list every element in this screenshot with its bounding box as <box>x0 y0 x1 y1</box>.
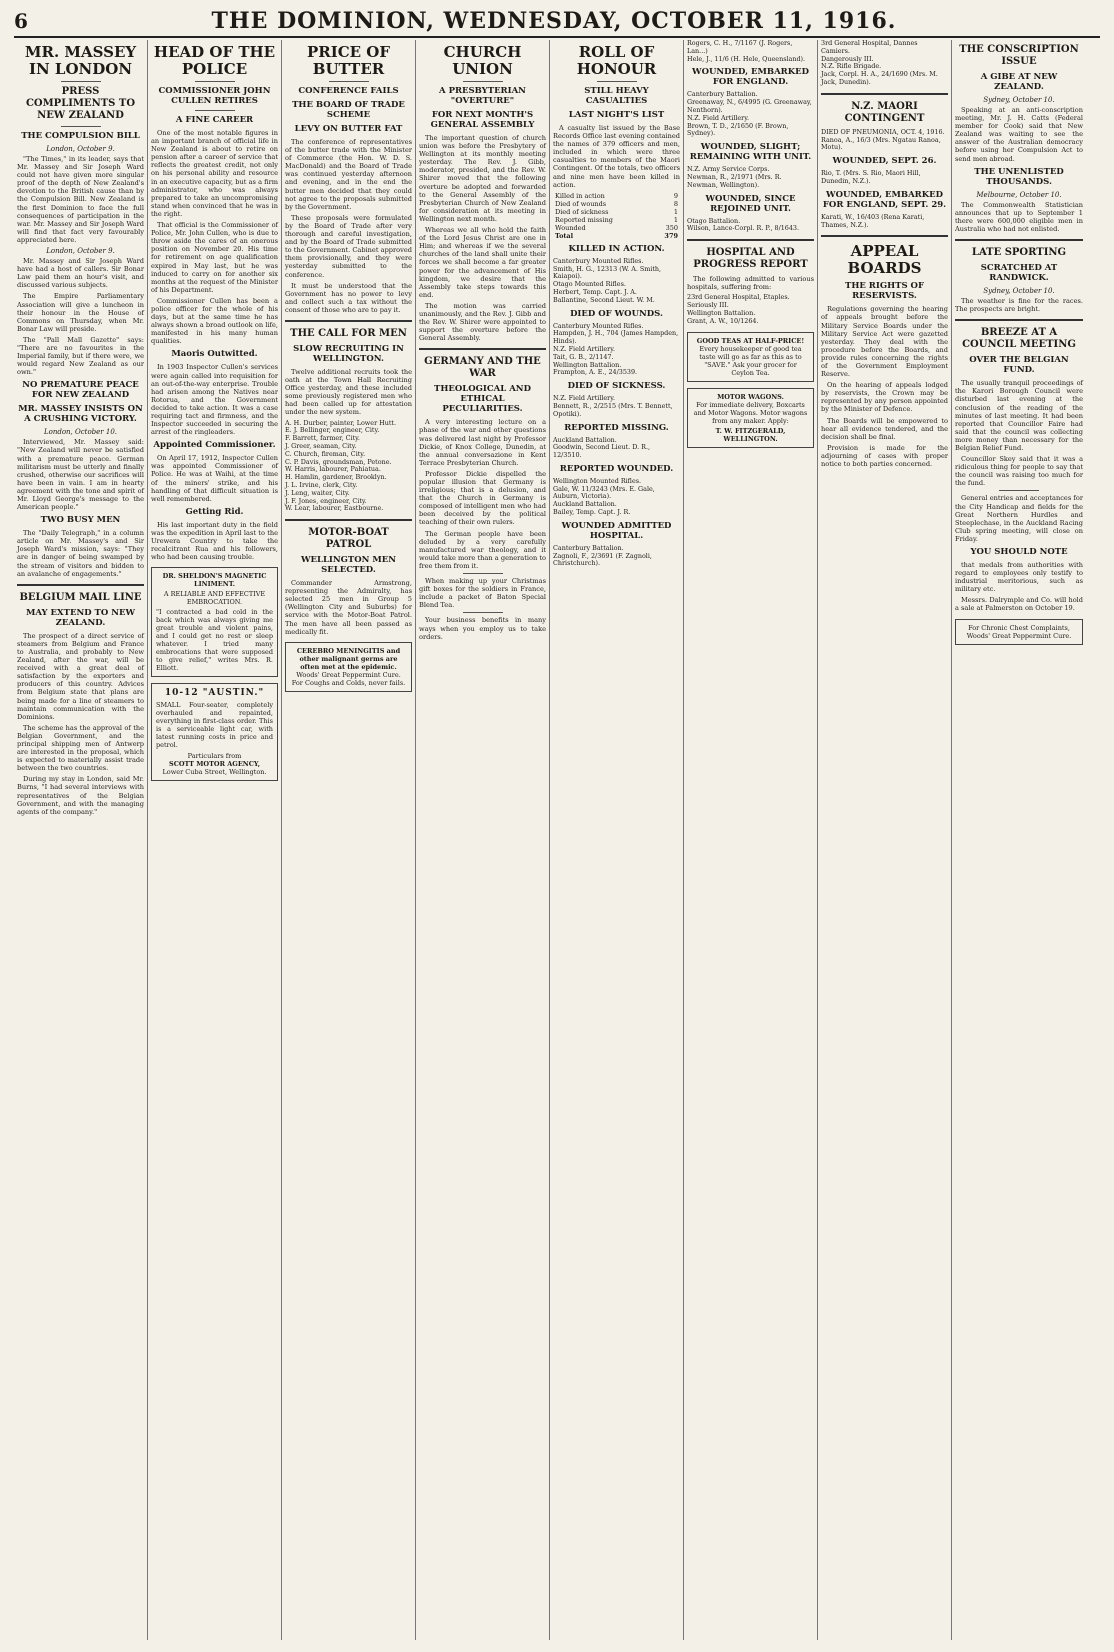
subhead-theological: THEOLOGICAL AND ETHICAL PECULIARITIES. <box>434 384 531 415</box>
list-item: Rio, T. (Mrs. S. Rio, Maori Hill, Dunedin, N.Z.). <box>821 169 921 185</box>
article-text: Councillor Skey said that it was a ridiculous thing for people to say that the council was raising too much for the fund. <box>955 455 1083 488</box>
ad-title: CEREBRO MENINGITIS and other malignant germs are often met at the epidemic. <box>296 646 401 671</box>
list-item: J. Leng, waiter, City. <box>285 488 350 497</box>
table-row: Reported missing 1 <box>555 215 678 224</box>
subhead-died-sickness: DIED OF SICKNESS. <box>567 381 666 392</box>
column-8 <box>952 40 1086 1640</box>
article-text: The Commonwealth Statistician announces that up to September 1 there were 600,000 eligible men in Australia who had not enlisted. <box>955 200 1083 233</box>
casualty-list <box>687 218 814 234</box>
article-text: Commissioner Cullen has been a police officer for the whole of his days, but at the same time he has always shown a broad outlook on life, manifested in his many human qualities. <box>151 296 278 346</box>
article-text: The weather is fine for the races. The prospects are bright. <box>955 297 1083 314</box>
column-6 <box>684 40 818 1640</box>
article-text: Interviewed, Mr. Massey said: "New Zealand will never be satisfied with a premature peace. German militarism must be utterly and finally crushed, otherwise our sacrifices will have been in vain. I am in hearty agreement with the tone and spirit of Mr. Lloyd George's message to the American people." <box>17 438 144 512</box>
casualty-list <box>553 478 680 517</box>
section-divider <box>955 239 1083 241</box>
list-item: Jack, Corpl. H. A., 24/1690 (Mrs. M. Jack, Dunedin). <box>821 70 938 86</box>
masthead <box>14 8 1100 38</box>
ad-text: Woods' Great Peppermint Cure. For Coughs and Colds, never fails. <box>291 670 406 687</box>
article-text: The following admitted to various hospitals, suffering from: <box>687 275 814 292</box>
subhead-career: A FINE CAREER <box>175 115 254 125</box>
article-text: The prospect of a direct service of steamers from Belgium and France to Australia, and probably to New Zealand, after the war, will be received with a great deal of satisfaction by the exporters and producers of this country. Advices from Belgium state that plans are being made for a line of steamers to maintain communication with the Dominions. <box>17 631 144 721</box>
section-divider <box>285 519 412 521</box>
article-text: "The Times," in its leader, says that Mr. Massey and Sir Joseph Ward could not have given more singular proof of the depth of New Zealand's devotion to the British cause than by the Compulsion Bill. New Zealand is the first Dominion to face the full consequences of participation in the war. Mr. Massey and Sir Joseph Ward will find that fact very favourably appreciated here. <box>17 155 144 244</box>
subhead-assembly: FOR NEXT MONTH'S GENERAL ASSEMBLY <box>430 110 535 130</box>
list-item: N.Z. Field Artillery. <box>553 394 616 403</box>
casualty-list <box>821 214 948 230</box>
column-3 <box>282 40 416 1640</box>
divider <box>999 490 1039 491</box>
article-text: The "Pall Mall Gazette" says: "There are no favourites in the Imperial family, but if there were, we would regard New Zealand as our own." <box>17 335 144 377</box>
list-item: Canterbury Mounted Rifles. <box>553 256 644 265</box>
ad-title: DR. SHELDON'S MAGNETIC LINIMENT. <box>162 572 267 589</box>
article-text: Professor Dickie dispelled the popular illusion that Germany is irreligious; that is a delusion, and that the Church in Germany is composed of intelligent men who had been deceived by the political teaching of their own rulers. <box>419 469 546 527</box>
headline-police: HEAD OF THE POLICE <box>153 43 276 78</box>
subhead-crushing: MR. MASSEY INSISTS ON A CRUSHING VICTORY. <box>18 404 143 425</box>
article-text: Commander Armstrong, representing the Admiralty, has selected 25 men in Group 5 (Wellington City and Suburbs) for service with the Motor-Boat Patrol. The men have all been passed as medically fit. <box>285 579 412 636</box>
list-item: N.Z. Field Artillery. <box>687 113 750 122</box>
list-item: N.Z. Army Service Corps. <box>687 165 770 174</box>
ad-title: MOTOR WAGONS. <box>717 392 784 401</box>
divider <box>463 573 503 574</box>
list-item: Newman, R., 2/1971 (Mrs. R. Newman, Wellington). <box>687 172 782 189</box>
list-item: E. J. Bellinger, engineer, City. <box>285 426 380 435</box>
headline-belgium: BELGIUM MAIL LINE <box>19 591 142 603</box>
article-text: On the hearing of appeals lodged by reservists, the Crown may be represented by any person appointed by the Minister of Defence. <box>821 381 948 414</box>
advert-motor-wagons <box>687 388 814 448</box>
list-item: Karati, W., 16/403 (Rena Karati, Thames, N.Z.). <box>821 212 925 229</box>
list-item: Smith, H. G., 12313 (W. A. Smith, Kaiapoi). <box>553 264 662 281</box>
article-text: On April 17, 1912, Inspector Cullen was appointed Commissioner of Police. He was at Waihi, at the time of the miners' strike, and his handling of that difficult situation is well remembered. <box>151 454 278 503</box>
headline-massey: MR. MASSEY IN LONDON <box>24 43 137 78</box>
article-text: Twelve additional recruits took the oath at the Town Hall Recruiting Office yesterday, and these included some previously registered men who had been called up for attestation under the new system. <box>285 367 412 417</box>
list-item: A. H. Durber, painter, Lower Hutt. <box>285 418 397 427</box>
list-item: W. Lear, labourer, Eastbourne. <box>285 504 384 513</box>
article-text: When making up your Christmas gift boxes for the soldiers in France, include a packet of Baton Special Blend Tea. <box>419 577 546 610</box>
headline-call-for-men: THE CALL FOR MEN <box>290 327 407 339</box>
divider <box>195 81 235 82</box>
divider <box>463 81 503 82</box>
article-text: His last important duty in the field was the expedition in April last to the Urewera Country to take the recalcitrant Rua and his followers, who had been causing trouble. <box>151 520 278 562</box>
masthead-title: THE DOMINION, WEDNESDAY, OCTOBER 11, 1916. <box>211 8 897 34</box>
hospital-list <box>687 294 814 325</box>
article-text: The important question of church union was before the Presbytery of Wellington at its monthly meeting yesterday. The Rev. J. Gibb, moderator, presided, and the Rev. W. Shirer moved that the following overture be adopted and forwarded to the General Assembly of the Presbyterian Church of New Zealand for consideration at its meeting in Wellington next month. <box>419 134 546 223</box>
list-item: Brown, T. D., 2/1650 (F. Brown, Sydney). <box>687 121 789 138</box>
list-item: Frampton, A. E., 24/3539. <box>553 368 638 377</box>
subhead-unenlisted: THE UNENLISTED THOUSANDS. <box>974 166 1064 187</box>
casualty-table <box>553 192 680 240</box>
divider <box>463 612 503 613</box>
list-item: Wellington Battalion. <box>687 308 756 317</box>
list-item: Herbert, Temp. Capt. J. A. <box>553 287 637 296</box>
headline-appeal-boards: APPEAL BOARDS <box>847 242 922 278</box>
list-item: C. P. Davis, groundsman, Petone. <box>285 457 392 466</box>
article-text: One of the most notable figures in an important branch of official life in New Zealand is about to retire on pension after a career of service that reflects the greatest credit, not only on his personal ability and resource in an executive capacity, but as a firm administrator, who was always prepared to take an uncompromising stand when convinced that he was in the right. <box>151 129 278 218</box>
columns <box>14 40 1100 1640</box>
list-item: Tait, G. B., 2/1147. <box>553 352 614 361</box>
section-divider <box>419 348 546 350</box>
list-item: F. Barrett, farmer, City. <box>285 434 360 443</box>
recruit-list <box>285 420 412 514</box>
section-divider <box>821 235 948 237</box>
section-divider <box>955 319 1083 321</box>
list-item: Otago Mounted Rifles. <box>553 280 626 289</box>
list-item: Auckland Battalion. <box>553 500 617 509</box>
subhead-wounded: REPORTED WOUNDED. <box>559 463 674 474</box>
dateline: London, October 10. <box>43 428 118 437</box>
subhead-gibe: A GIBE AT NEW ZEALAND. <box>980 72 1058 92</box>
list-item: Wellington Battalion. <box>553 360 622 369</box>
hospital-list <box>821 40 948 87</box>
article-text: The scheme has the approval of the Belgian Government, and the principal shipping men of Antwerp are interested in the proposal, which is expected to materially assist trade between the two countries. <box>17 723 144 773</box>
divider <box>329 81 369 82</box>
table-row: Died of sickness 1 <box>555 207 678 216</box>
article-text: A very interesting lecture on a phase of the war and other questions was delivered last night by Professor Dickie, of Knox College, Dunedin, at the annual conversazione in Kent Terrace Presbyterian Church. <box>419 418 546 467</box>
article-text: It must be understood that the Government has no power to levy and collect such a tax without the consent of those who are to pay it. <box>285 281 412 314</box>
subhead-maoris: Maoris Outwitted. <box>171 349 258 360</box>
subhead-missing: REPORTED MISSING. <box>564 422 669 433</box>
dateline: Melbourne, October 10. <box>976 190 1062 199</box>
article-text: General entries and acceptances for the City Handicap and fields for the Great Northern Hurdles and Steeplechase, in the Auckland Racing Club spring meeting, will close on Friday. <box>955 494 1083 543</box>
subhead-admitted: WOUNDED ADMITTED HOSPITAL. <box>561 520 672 541</box>
headline-sporting: LATE SPORTING <box>971 247 1067 259</box>
ad-text: "I contracted a bad cold in the back which was always giving me great trouble and violent pains, and I could get no rest or sleep whatever. I tried many embrocations that were supposed to give relief," writes Mrs. R. Elliott. <box>156 608 273 673</box>
subhead-remaining: WOUNDED, SLIGHT; REMAINING WITH UNIT. <box>689 142 812 163</box>
list-item: C. Church, fireman, City. <box>285 449 366 458</box>
table-row: Wounded 350 <box>555 223 678 232</box>
subhead-note: YOU SHOULD NOTE <box>970 547 1068 557</box>
subhead-last-night: LAST NIGHT'S LIST <box>568 110 665 120</box>
list-item: Zagnoli, F., 2/3691 (F. Zagnoli, Christchurch). <box>553 551 652 568</box>
subhead-cullen: COMMISSIONER JOHN CULLEN RETIRES <box>158 86 271 106</box>
subhead-randwick: SCRATCHED AT RANDWICK. <box>980 263 1058 284</box>
ad-subtitle: A RELIABLE AND EFFECTIVE EMBROCATION. <box>163 590 266 607</box>
list-item: Greenaway, N., 6/4995 (G. Greenaway, Nenthorn). <box>687 98 812 114</box>
table-row: Died of wounds 8 <box>555 199 678 208</box>
column-4 <box>416 40 550 1640</box>
headline-breeze: BREEZE AT A COUNCIL MEETING <box>962 327 1076 351</box>
article-text: A casualty list issued by the Base Records Office last evening contained the names of 379 officers and men, included in which were three casualties to members of the Maori Contingent. Of the totals, two officers and nine men have been killed in action. <box>553 124 680 189</box>
ad-text: Every housekeeper of good tea taste will go as far as this as to "SAVE." Ask your grocer for Ceylon Tea. <box>699 344 802 377</box>
list-item: Canterbury Battalion. <box>553 543 624 552</box>
article-text: Provision is made for the adjourning of cases with proper notice to both parties concerned. <box>821 443 948 469</box>
list-item: Bennett, R., 2/2515 (Mrs. T. Bennett, Opotiki). <box>553 401 673 418</box>
list-item: Auckland Battalion. <box>553 435 617 444</box>
casualty-list <box>821 129 948 152</box>
divider <box>61 81 101 82</box>
subhead-died-wounds: DIED OF WOUNDS. <box>570 308 663 319</box>
article-text: The conference of representatives of the butter trade with the Minister of Commerce (the Hon. W. D. S. MacDonald) and the Board of Trade was continued yesterday afternoon and evening, and in the end the butter men decided that they could not agree to the proposals submitted by the Government. <box>285 138 412 211</box>
list-item: J. Greer, seaman, City. <box>285 441 357 450</box>
list-item: Otago Battalion. <box>687 216 741 225</box>
column-5 <box>550 40 684 1640</box>
list-item: Gale, W. 11/3243 (Mrs. E. Gale, Auburn, Victoria). <box>553 484 655 501</box>
casualty-list <box>553 323 680 378</box>
ad-from: Particulars from <box>187 752 242 761</box>
casualty-list <box>687 91 814 138</box>
subhead-killed: KILLED IN ACTION. <box>568 243 665 254</box>
subhead-embarked: WOUNDED, EMBARKED FOR ENGLAND. <box>692 67 809 88</box>
subhead-appointed: Appointed Commissioner. <box>153 440 276 451</box>
dateline: Sydney, October 10. <box>983 96 1055 104</box>
article-text: During my stay in London, said Mr. Burns, "I had several interviews with representatives of the Belgian Government, and with the managing agents of the company." <box>17 775 144 816</box>
divider <box>61 126 101 127</box>
article-text: Whereas we all who hold the faith of the Lord Jesus Christ are one in Him; and whereas if we the several churches of the land shall unite their forces we shall become a far greater power for the advancement of His kingdom, we desire that the Assembly take steps towards this end. <box>419 226 546 299</box>
subhead-no-peace: NO PREMATURE PEACE FOR NEW ZEALAND <box>22 380 139 401</box>
casualty-list <box>687 40 814 63</box>
headline-butter: PRICE OF BUTTER <box>306 43 391 78</box>
list-item: Ranoa, A., 16/3 (Mrs. Ngatau Ranoa, Motu). <box>821 135 941 152</box>
list-item: N.Z. Rifle Brigade. <box>821 62 882 71</box>
article-text: The Boards will be empowered to hear all evidence tendered, and the decision shall be final. <box>821 416 948 441</box>
list-item: Dangerously III. <box>821 54 874 63</box>
headline-hospital: HOSPITAL AND PROGRESS REPORT <box>693 247 808 271</box>
section-divider <box>687 239 814 241</box>
list-item: Grant, A. W., 10/1264. <box>687 316 759 325</box>
list-item: Canterbury Battalion. <box>687 90 758 99</box>
subhead-levy: LEVY ON BUTTER FAT <box>294 124 403 134</box>
list-item: Bailey, Temp. Capt. J. R. <box>553 508 631 517</box>
article-text: The German people have been deluded by a very carefully manufactured war theology, and it would take more than a generation to free them from it. <box>419 529 546 570</box>
table-row: Killed in action 9 <box>555 191 678 200</box>
section-divider <box>821 93 948 95</box>
article-text: that medals from authorities with regard to employees only testify to industrial meritorious, such as military etc. <box>955 561 1083 594</box>
list-item: DIED OF PNEUMONIA, OCT. 4, 1916. <box>821 127 945 136</box>
article-text: The usually tranquil proceedings of the Karori Borough Council were disturbed last evening at the conclusion of the reading of the minutes of last meeting. It had been reported that Councillor Faire had said that the council was collecting more money than necessary for the Belgian Relief Fund. <box>955 379 1083 452</box>
article-text: Regulations governing the hearing of appeals brought before the Military Service Boards under the Military Service Act were gazetted yesterday. They deal with the procedure before the Boards, and provide rules concerning the rights of the Government Employment Reserve. <box>821 305 948 379</box>
list-item: Wellington Mounted Rifles. <box>553 476 642 485</box>
list-item: Canterbury Mounted Rifles. <box>553 321 644 330</box>
ad-agency: SCOTT MOTOR AGENCY, <box>169 760 260 769</box>
column-2 <box>148 40 282 1640</box>
subhead-compulsion: THE COMPULSION BILL <box>21 131 140 141</box>
list-item: Wilson, Lance-Corpl. R. P., 8/1643. <box>687 224 800 233</box>
subhead-selected: WELLINGTON MEN SELECTED. <box>300 555 397 576</box>
subhead-board: THE BOARD OF TRADE SCHEME <box>292 100 405 120</box>
ad-text: For Chronic Chest Complaints, Woods' Great Peppermint Cure. <box>966 623 1072 640</box>
article-text: That official is the Commissioner of Police, Mr. John Cullen, who is due to throw aside the cares of an onerous position on November 20. His time for retirement on age qualification expired in May last, but he was induced to carry on for another six months at the request of the Minister of his Department. <box>151 221 278 294</box>
dateline: London, October 9. <box>46 247 115 256</box>
subhead-busy: TWO BUSY MEN <box>40 515 121 526</box>
casualty-list <box>687 166 814 189</box>
article-text: The motion was carried unanimously, and the Rev. J. Gibb and the Rev. W. Shirer were appointed to support the overture before the General Assembly. <box>419 301 546 343</box>
advert-austin <box>151 683 278 781</box>
subhead-embarked-sept: WOUNDED, EMBARKED FOR ENGLAND, SEPT. 29. <box>822 189 947 210</box>
list-item: Hele, J., 11/6 (H. Hele, Queensland). <box>687 54 806 63</box>
column-7 <box>818 40 952 1640</box>
ad-title: 10-12 "AUSTIN." <box>164 688 265 699</box>
headline-germany: GERMANY AND THE WAR <box>424 356 541 380</box>
section-divider <box>17 584 144 586</box>
headline-conscription: THE CONSCRIPTION ISSUE <box>959 44 1079 67</box>
list-item: H. Hamlin, gardener, Brooklyn. <box>285 473 387 482</box>
ad-text: For immediate delivery, Boxcarts and Motor Wagons. Motor wagons from any maker. Apply: <box>693 400 808 425</box>
divider <box>597 81 637 82</box>
advert-liniment <box>151 567 278 677</box>
ad-address: Lower Cuba Street, Wellington. <box>162 768 267 777</box>
newspaper-page <box>14 8 1100 1644</box>
ad-text: SMALL Four-seater, completely overhauled and repainted, everything in first-class order. This is a serviceable light car, with latest running costs in price and petrol. <box>156 701 273 750</box>
advert-peppermint <box>285 642 412 692</box>
article-text: The "Daily Telegraph," in a column article on Mr. Massey's and Sir Joseph Ward's mission, says: "They are in danger of being swamped by the stream of visitors and bidden to an avalanche of engagements." <box>17 529 144 578</box>
headline-church-union: CHURCH UNION <box>443 43 522 78</box>
list-item: Seriously III. <box>687 301 729 310</box>
casualty-list <box>821 170 948 186</box>
subhead-conference: CONFERENCE FAILS <box>298 86 399 96</box>
subhead-extend: MAY EXTEND TO NEW ZEALAND. <box>25 607 136 628</box>
dateline: Sydney, October 10. <box>983 287 1055 296</box>
page-number: 6 <box>14 9 28 33</box>
article-text: Mr. Massey and Sir Joseph Ward have had a host of callers. Sir Bonar Law paid them an hour's visit, and discussed various subjects. <box>17 257 144 290</box>
subhead-casualties: STILL HEAVY CASUALTIES <box>584 86 649 106</box>
article-text: Speaking at an anti-conscription meeting, Mr. J. H. Catts (Federal member for Cook) said that New Zealand was waiting to see the answer of the Australian democracy before using her Compulsion Act to send men abroad. <box>955 106 1083 163</box>
list-item: 23rd General Hospital, Etaples. <box>687 293 790 302</box>
advert-chest <box>955 619 1083 645</box>
casualty-list <box>553 437 680 460</box>
subhead-rejoined: WOUNDED, SINCE REJOINED UNIT. <box>705 193 796 214</box>
column-1 <box>14 40 148 1640</box>
subhead-rights: THE RIGHTS OF RESERVISTS. <box>845 281 924 302</box>
list-item: Ballantine, Second Lieut. W. M. <box>553 295 655 304</box>
casualty-list <box>553 395 680 418</box>
article-text: In 1903 Inspector Cullen's services were again called into requisition for an out-of-the-way enterprise. Trouble had arisen among the Natives near Rotorua, and the Government decided to take action. It was a case requiring tact and firmness, and the Inspector succeeded in securing the arrest of the ringleaders. <box>151 363 278 437</box>
headline-roll-of-honour: ROLL OF HONOUR <box>576 43 657 78</box>
article-text: The Empire Parliamentary Association will give a luncheon in their honour in the House of Commons on Thursday, when Mr. Bonar Law will preside. <box>17 292 144 333</box>
list-item: J. F. Jones, engineer, City. <box>285 496 367 505</box>
list-item: Goodwin, Second Lieut. D. R., 12/3510. <box>553 443 651 460</box>
article-text: These proposals were formulated by the Board of Trade after very thorough and careful investigation, and by the Board of Trade submitted to the Government. Cabinet approved them provisionally, and they were yesterday submitted to the conference. <box>285 213 412 279</box>
list-item: Rogers, C. H., 7/1167 (J. Rogers, Lan...) <box>687 40 793 55</box>
subhead-wounded-sept: WOUNDED, SEPT. 26. <box>832 156 937 167</box>
ad-signature: T. W. FITZGERALD, WELLINGTON. <box>715 426 786 443</box>
article-text: Messrs. Dalrymple and Co. will hold a sale at Palmerston on October 19. <box>955 596 1083 613</box>
headline-maori: N.Z. MAORI CONTINGENT <box>844 100 925 124</box>
subhead-belgian-fund: OVER THE BELGIAN FUND. <box>969 355 1069 376</box>
list-item: 3rd General Hospital, Dannes Camiers. <box>821 40 918 55</box>
advert-teas <box>687 332 814 382</box>
list-item: J. L. Irvine, clerk, City. <box>285 480 358 489</box>
list-item: W. Harris, labourer, Pahiatua. <box>285 465 381 474</box>
casualty-list <box>553 258 680 305</box>
subhead-getting-rid: Getting Rid. <box>185 506 244 517</box>
casualty-list <box>553 545 680 568</box>
ad-title: GOOD TEAS AT HALF-PRICE! <box>696 336 805 345</box>
subhead-press: PRESS COMPLIMENTS TO NEW ZEALAND <box>25 86 136 121</box>
divider <box>195 110 235 111</box>
subhead-overture: A PRESBYTERIAN "OVERTURE" <box>439 86 526 106</box>
subhead-recruiting: SLOW RECRUITING IN WELLINGTON. <box>293 343 404 364</box>
dateline: London, October 9. <box>46 145 115 153</box>
list-item: Hampden, J. H., 704 (James Hampden, Hinds). <box>553 329 679 346</box>
article-text: Your business benefits in many ways when you employ us to take orders. <box>419 616 546 641</box>
section-divider <box>285 320 412 322</box>
headline-motor-boat: MOTOR-BOAT PATROL <box>308 527 389 551</box>
list-item: N.Z. Field Artillery. <box>553 344 616 353</box>
table-row: Total 379 <box>555 231 678 240</box>
